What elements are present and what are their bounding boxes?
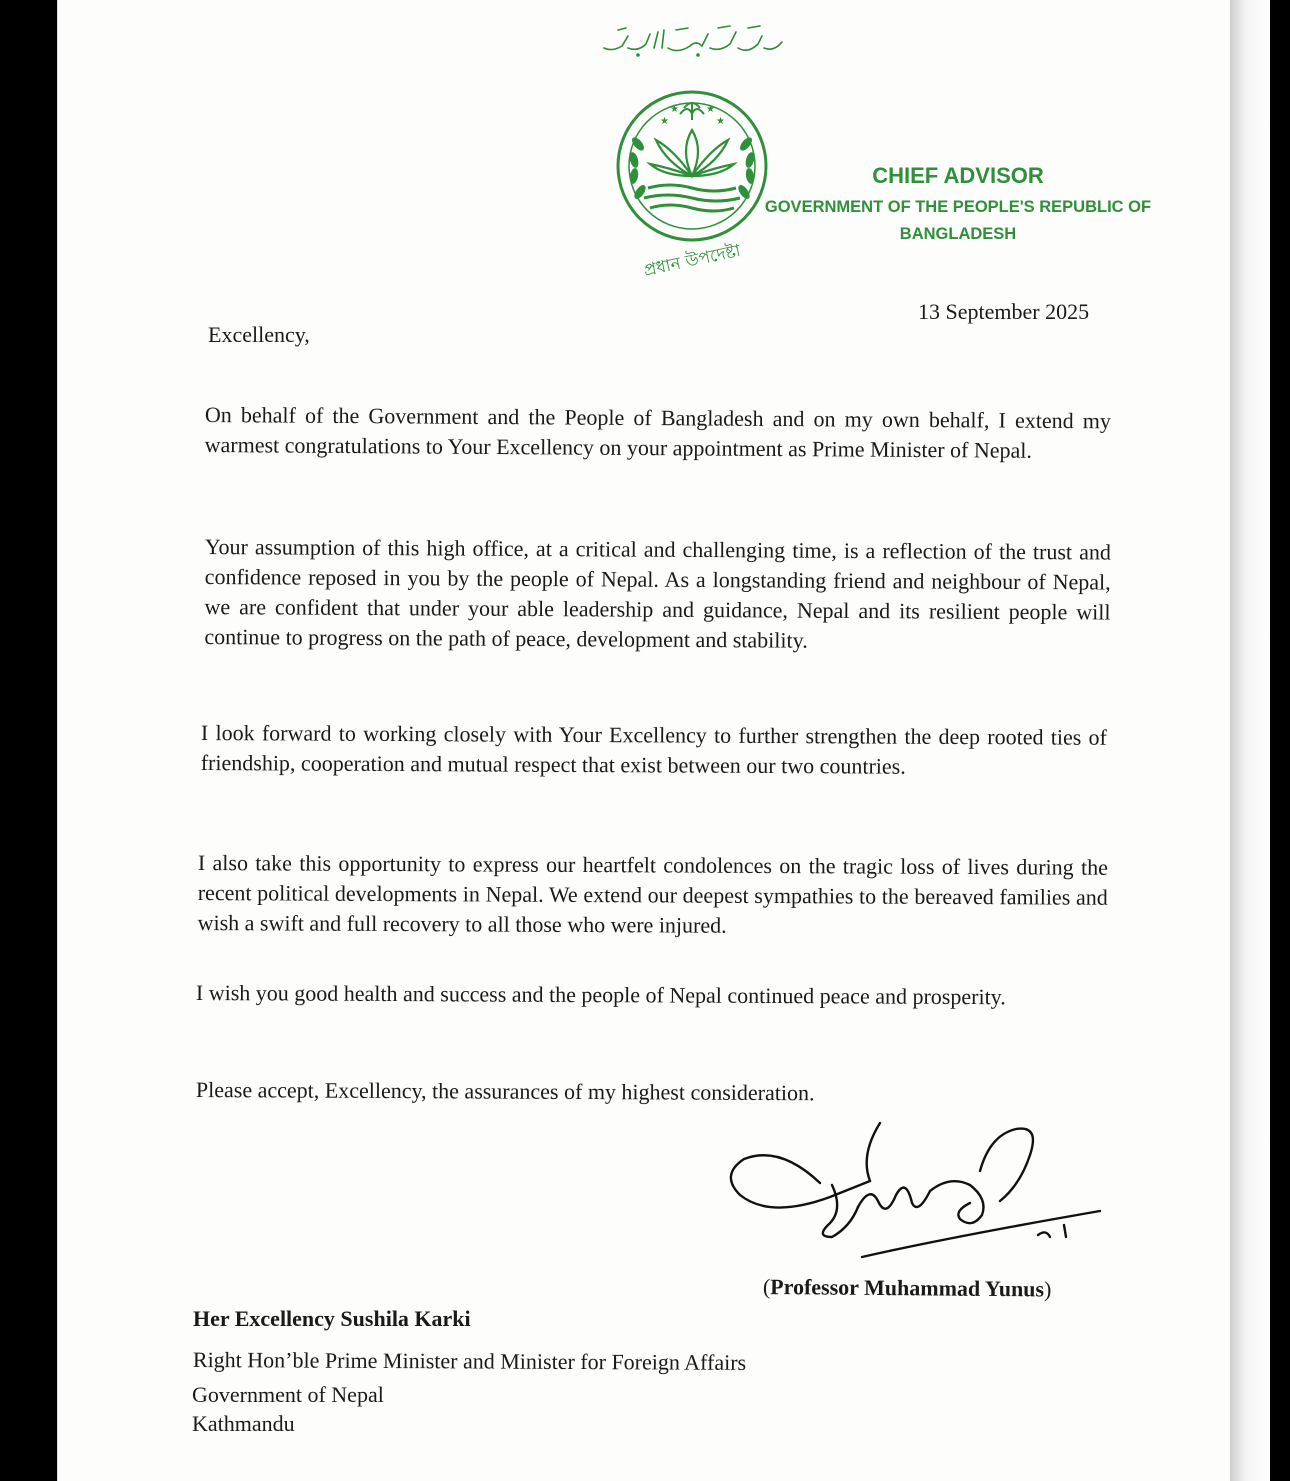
svg-text:★: ★ <box>670 104 679 115</box>
addressee-government: Government of Nepal <box>192 1382 384 1407</box>
signatory-close-paren: ) <box>1043 1276 1052 1302</box>
addressee-city: Kathmandu <box>192 1411 295 1436</box>
letter-date: 13 September 2025 <box>918 299 1090 324</box>
svg-text:★: ★ <box>660 116 669 127</box>
svg-text:★: ★ <box>716 116 725 127</box>
signatory-name <box>763 1274 1052 1303</box>
emblem-caption: প্রধান উপদেষ্টা <box>642 240 743 281</box>
paragraph-1: On behalf of the Government and the People of Bangladesh and on my own behalf, I extend my warmest congratulations to Your Excellency on your appointment as Prime Minister of Nepal. <box>204 401 1111 463</box>
office-title: CHIEF ADVISOR <box>872 163 1044 188</box>
addressee-name: Her Excellency Sushila Karki <box>193 1306 471 1331</box>
government-line-1: GOVERNMENT OF THE PEOPLE'S REPUBLIC OF <box>764 198 1152 216</box>
handwritten-signature <box>720 1115 1110 1275</box>
salutation: Excellency, <box>208 322 310 347</box>
government-line-2: BANGLADESH <box>899 225 1017 243</box>
paragraph-2: Your assumption of this high office, at a critical and challenging time, is a reflection of the trust and confidence reposed in you by the people of Nepal. As a longstanding friend and neighbour of Nepal, we are confident that under your able leadership and guidance, Nepal and its resilient people will continue to progress on the path of peace, development and stability. <box>204 533 1111 653</box>
background-strip <box>1230 0 1270 1481</box>
signatory-name-text: Professor Muhammad Yunus <box>770 1274 1045 1302</box>
closing-line: Please accept, Excellency, the assurances of my highest consideration. <box>195 1077 815 1106</box>
bismillah-calligraphy <box>598 22 788 58</box>
paragraph-3: I look forward to working closely with Your Excellency to further strengthen the deep rooted ties of friendship, cooperation and mutual respect that exist between our two countries. <box>200 720 1107 779</box>
svg-text:★: ★ <box>706 104 715 115</box>
bangladesh-emblem <box>604 84 780 284</box>
addressee-title: Right Hon’ble Prime Minister and Minister for Foreign Affairs <box>192 1347 747 1375</box>
paragraph-4: I also take this opportunity to express our heartfelt condolences on the tragic loss of lives during the recent political developments in Nepal. We extend our deepest sympathies to the bereaved families and wish a swift and full recovery to all those who were injured. <box>197 850 1108 938</box>
letter-page <box>58 0 1230 1481</box>
signatory-open-paren: ( <box>762 1274 771 1300</box>
paragraph-5: I wish you good health and success and the people of Nepal continued peace and prosperity. <box>195 980 1006 1010</box>
